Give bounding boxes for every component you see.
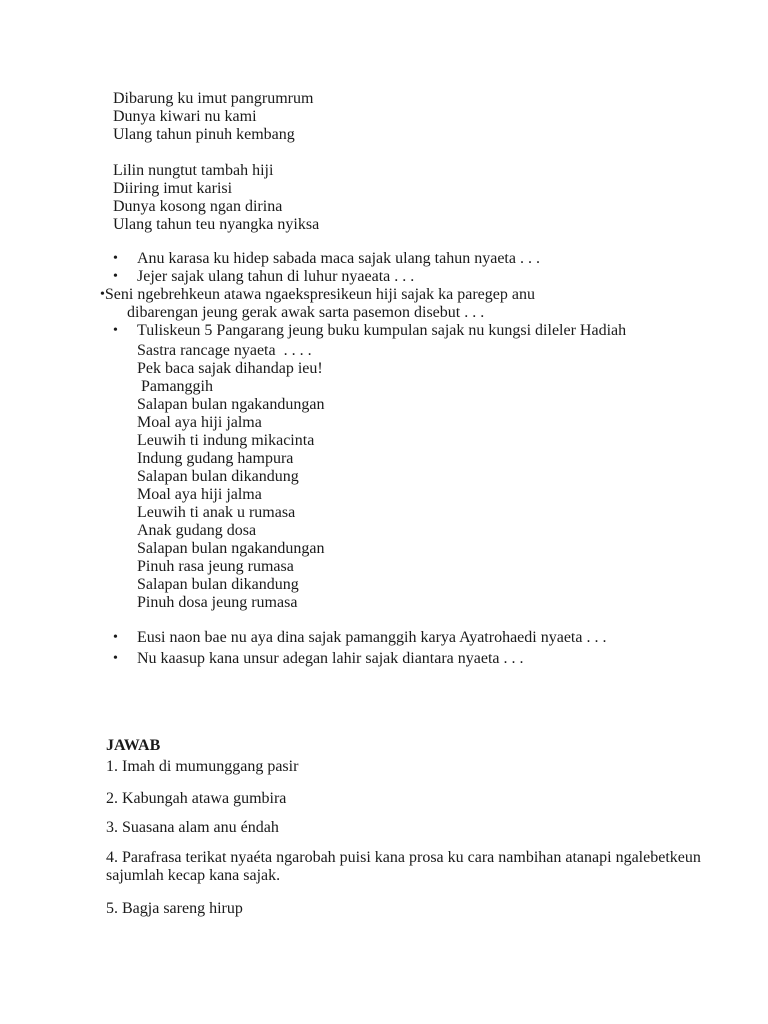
bullet-icon: • [113, 251, 118, 266]
question-text: Tuliskeun 5 Pangarang jeung buku kumpulan sajak nu kungsi dileler Hadiah [137, 322, 627, 339]
answer-item-1: 1. Imah di mumunggang pasir [106, 758, 299, 775]
bullet-icon: • [113, 630, 118, 645]
answer-item-2: 2. Kabungah atawa gumbira [106, 790, 287, 807]
poem-stanza-2 [113, 162, 319, 234]
question-text: Jejer sajak ulang tahun di luhur nyaeata . . . [137, 268, 415, 285]
answer-item-4-continuation: sajumlah kecap kana sajak. [106, 867, 281, 884]
poem-line: Lilin nungtut tambah hiji [113, 162, 274, 179]
question-item-6 [113, 650, 524, 668]
question-item-5 [113, 629, 606, 647]
bullet-icon: • [113, 269, 118, 284]
bullet-icon: • [100, 287, 105, 302]
question-text: Seni ngebrehkeun atawa ngaekspresikeun hiji sajak ka paregep anu [104, 286, 535, 303]
quoted-line: Pek baca sajak dihandap ieu! [137, 360, 323, 377]
quoted-line: Indung gudang hampura [137, 450, 294, 467]
bullet-icon: • [113, 323, 118, 338]
question-4-quoted-poem [137, 342, 325, 612]
question-text: Nu kaasup kana unsur adegan lahir sajak diantara nyaeta . . . [137, 650, 524, 667]
quoted-line: Pinuh dosa jeung rumasa [137, 594, 298, 611]
question-item-3 [100, 286, 535, 304]
question-text: Anu karasa ku hidep sabada maca sajak ulang tahun nyaeta . . . [137, 250, 540, 267]
question-text: Eusi naon bae nu aya dina sajak pamanggih karya Ayatrohaedi nyaeta . . . [137, 629, 607, 646]
bullet-icon: • [113, 651, 118, 666]
quoted-line: Salapan bulan dikandung [137, 468, 299, 485]
poem-line: Diiring imut karisi [113, 180, 233, 197]
poem-line: Ulang tahun teu nyangka nyiksa [113, 216, 320, 233]
quoted-line: Leuwih ti anak u rumasa [137, 504, 296, 521]
question-text-continuation: dibarengan jeung gerak awak sarta pasemon disebut . . . [127, 304, 485, 321]
question-item-4 [113, 322, 626, 340]
poem-stanza-1 [113, 90, 313, 144]
poem-line: Dunya kiwari nu kami [113, 108, 257, 125]
quoted-line: Salapan bulan ngakandungan [137, 396, 325, 413]
quoted-line: Pinuh rasa jeung rumasa [137, 558, 294, 575]
answer-item-5: 5. Bagja sareng hirup [106, 900, 243, 917]
question-item-1 [113, 250, 540, 268]
quoted-line: Salapan bulan ngakandungan [137, 540, 325, 557]
answer-item-4: 4. Parafrasa terikat nyaéta ngarobah puisi kana prosa ku cara nambihan atanapi ngalebetkeun [106, 849, 701, 866]
quoted-line: Leuwih ti indung mikacinta [137, 432, 315, 449]
question-item-2 [113, 268, 414, 286]
quoted-line: Salapan bulan dikandung [137, 576, 299, 593]
answers-heading: JAWAB [106, 737, 161, 754]
quoted-line: Pamanggih [137, 378, 213, 395]
poem-line: Ulang tahun pinuh kembang [113, 126, 295, 143]
quoted-line: Anak gudang dosa [137, 522, 257, 539]
poem-line: Dibarung ku imut pangrumrum [113, 90, 314, 107]
poem-line: Dunya kosong ngan dirina [113, 198, 283, 215]
quoted-line: Moal aya hiji jalma [137, 414, 262, 431]
quoted-line: Sastra rancage nyaeta . . . . [137, 342, 312, 359]
quoted-line: Moal aya hiji jalma [137, 486, 262, 503]
answer-item-3: 3. Suasana alam anu éndah [106, 819, 279, 836]
